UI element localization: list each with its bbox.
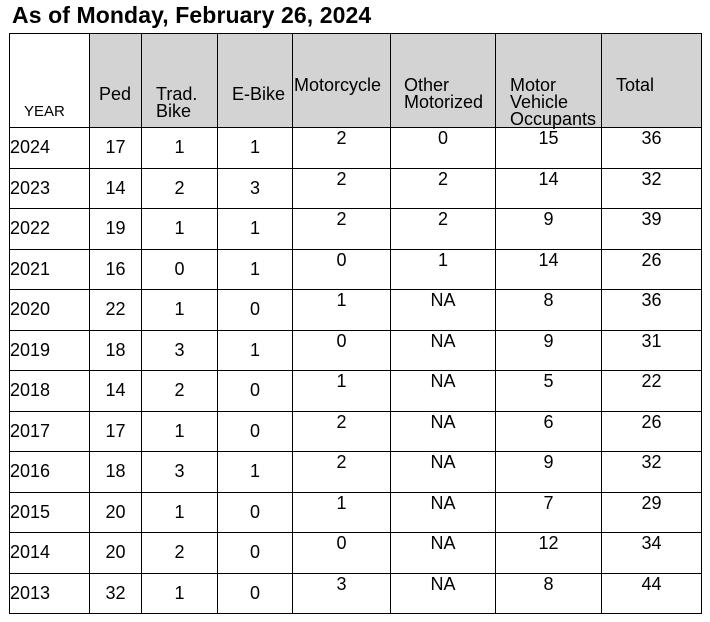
cell-total: 34 [602,533,702,574]
cell-motorcycle: 2 [293,209,391,250]
cell-other-motorized: NA [391,492,496,533]
table-row [10,371,702,412]
cell-total: 31 [602,330,702,371]
cell-ebike: 1 [218,128,293,169]
cell-total: 32 [602,452,702,493]
cell-motor-vehicle-occupants: 9 [496,209,602,250]
table-row [10,290,702,331]
table-row [10,452,702,493]
cell-ebike: 1 [218,330,293,371]
cell-other-motorized: NA [391,452,496,493]
cell-other-motorized: NA [391,330,496,371]
cell-motorcycle: 3 [293,573,391,614]
table-row [10,330,702,371]
cell-motorcycle: 1 [293,492,391,533]
header-row [10,34,702,128]
cell-other-motorized: 2 [391,209,496,250]
cell-other-motorized: NA [391,533,496,574]
cell-ped: 32 [90,573,142,614]
cell-motor-vehicle-occupants: 14 [496,168,602,209]
cell-ebike: 0 [218,411,293,452]
cell-motorcycle: 2 [293,452,391,493]
cell-motor-vehicle-occupants: 7 [496,492,602,533]
cell-total: 26 [602,411,702,452]
cell-ped: 14 [90,371,142,412]
table-row [10,573,702,614]
header-motorcycle: Motorcycle [293,34,391,128]
cell-motorcycle: 2 [293,128,391,169]
header-ped: Ped [90,34,142,128]
cell-other-motorized: NA [391,290,496,331]
table-row [10,411,702,452]
cell-year: 2015 [10,492,90,533]
cell-ebike: 0 [218,533,293,574]
cell-total: 22 [602,371,702,412]
cell-motor-vehicle-occupants: 15 [496,128,602,169]
cell-ped: 14 [90,168,142,209]
cell-year: 2017 [10,411,90,452]
cell-ped: 17 [90,411,142,452]
cell-motorcycle: 2 [293,411,391,452]
cell-ebike: 0 [218,492,293,533]
cell-total: 32 [602,168,702,209]
cell-year: 2022 [10,209,90,250]
cell-motorcycle: 0 [293,533,391,574]
cell-trad-bike: 2 [142,168,218,209]
cell-trad-bike: 2 [142,533,218,574]
fatalities-table [9,33,702,614]
cell-trad-bike: 1 [142,128,218,169]
cell-ped: 18 [90,330,142,371]
table-row [10,492,702,533]
cell-motor-vehicle-occupants: 8 [496,290,602,331]
cell-trad-bike: 3 [142,330,218,371]
page-title: As of Monday, February 26, 2024 [12,2,372,28]
cell-trad-bike: 1 [142,290,218,331]
cell-motor-vehicle-occupants: 12 [496,533,602,574]
cell-motor-vehicle-occupants: 9 [496,452,602,493]
table-row [10,533,702,574]
table-row [10,209,702,250]
cell-ped: 20 [90,492,142,533]
cell-ped: 17 [90,128,142,169]
cell-trad-bike: 2 [142,371,218,412]
cell-motor-vehicle-occupants: 14 [496,249,602,290]
cell-ebike: 0 [218,573,293,614]
cell-motor-vehicle-occupants: 6 [496,411,602,452]
cell-trad-bike: 1 [142,411,218,452]
header-ebike: E-Bike [218,34,293,128]
cell-other-motorized: 2 [391,168,496,209]
cell-ebike: 1 [218,209,293,250]
cell-motorcycle: 0 [293,249,391,290]
cell-trad-bike: 1 [142,209,218,250]
cell-year: 2014 [10,533,90,574]
cell-trad-bike: 1 [142,573,218,614]
cell-year: 2024 [10,128,90,169]
cell-total: 36 [602,128,702,169]
cell-other-motorized: NA [391,573,496,614]
header-year: YEAR [10,34,90,128]
header-trad-bike: Trad. Bike [142,34,218,128]
cell-ped: 18 [90,452,142,493]
header-other-motorized: Other Motorized [391,34,496,128]
cell-ped: 19 [90,209,142,250]
cell-trad-bike: 1 [142,492,218,533]
cell-year: 2023 [10,168,90,209]
header-motor-vehicle-occupants: Motor Vehicle Occupants [496,34,602,128]
cell-total: 39 [602,209,702,250]
header-total: Total [602,34,702,128]
table-row [10,249,702,290]
cell-ebike: 3 [218,168,293,209]
cell-trad-bike: 3 [142,452,218,493]
cell-ebike: 1 [218,452,293,493]
cell-ebike: 0 [218,371,293,412]
cell-motorcycle: 2 [293,168,391,209]
cell-year: 2019 [10,330,90,371]
cell-ebike: 1 [218,249,293,290]
cell-ped: 20 [90,533,142,574]
cell-year: 2016 [10,452,90,493]
cell-other-motorized: 1 [391,249,496,290]
cell-ebike: 0 [218,290,293,331]
cell-motorcycle: 1 [293,290,391,331]
cell-trad-bike: 0 [142,249,218,290]
cell-ped: 16 [90,249,142,290]
cell-total: 26 [602,249,702,290]
cell-total: 44 [602,573,702,614]
cell-motorcycle: 1 [293,371,391,412]
cell-motor-vehicle-occupants: 5 [496,371,602,412]
cell-other-motorized: NA [391,411,496,452]
cell-year: 2020 [10,290,90,331]
cell-motorcycle: 0 [293,330,391,371]
cell-total: 36 [602,290,702,331]
cell-year: 2018 [10,371,90,412]
cell-other-motorized: 0 [391,128,496,169]
cell-motor-vehicle-occupants: 8 [496,573,602,614]
cell-year: 2013 [10,573,90,614]
cell-total: 29 [602,492,702,533]
cell-year: 2021 [10,249,90,290]
cell-motor-vehicle-occupants: 9 [496,330,602,371]
cell-ped: 22 [90,290,142,331]
cell-other-motorized: NA [391,371,496,412]
table-row [10,168,702,209]
table-row [10,128,702,169]
